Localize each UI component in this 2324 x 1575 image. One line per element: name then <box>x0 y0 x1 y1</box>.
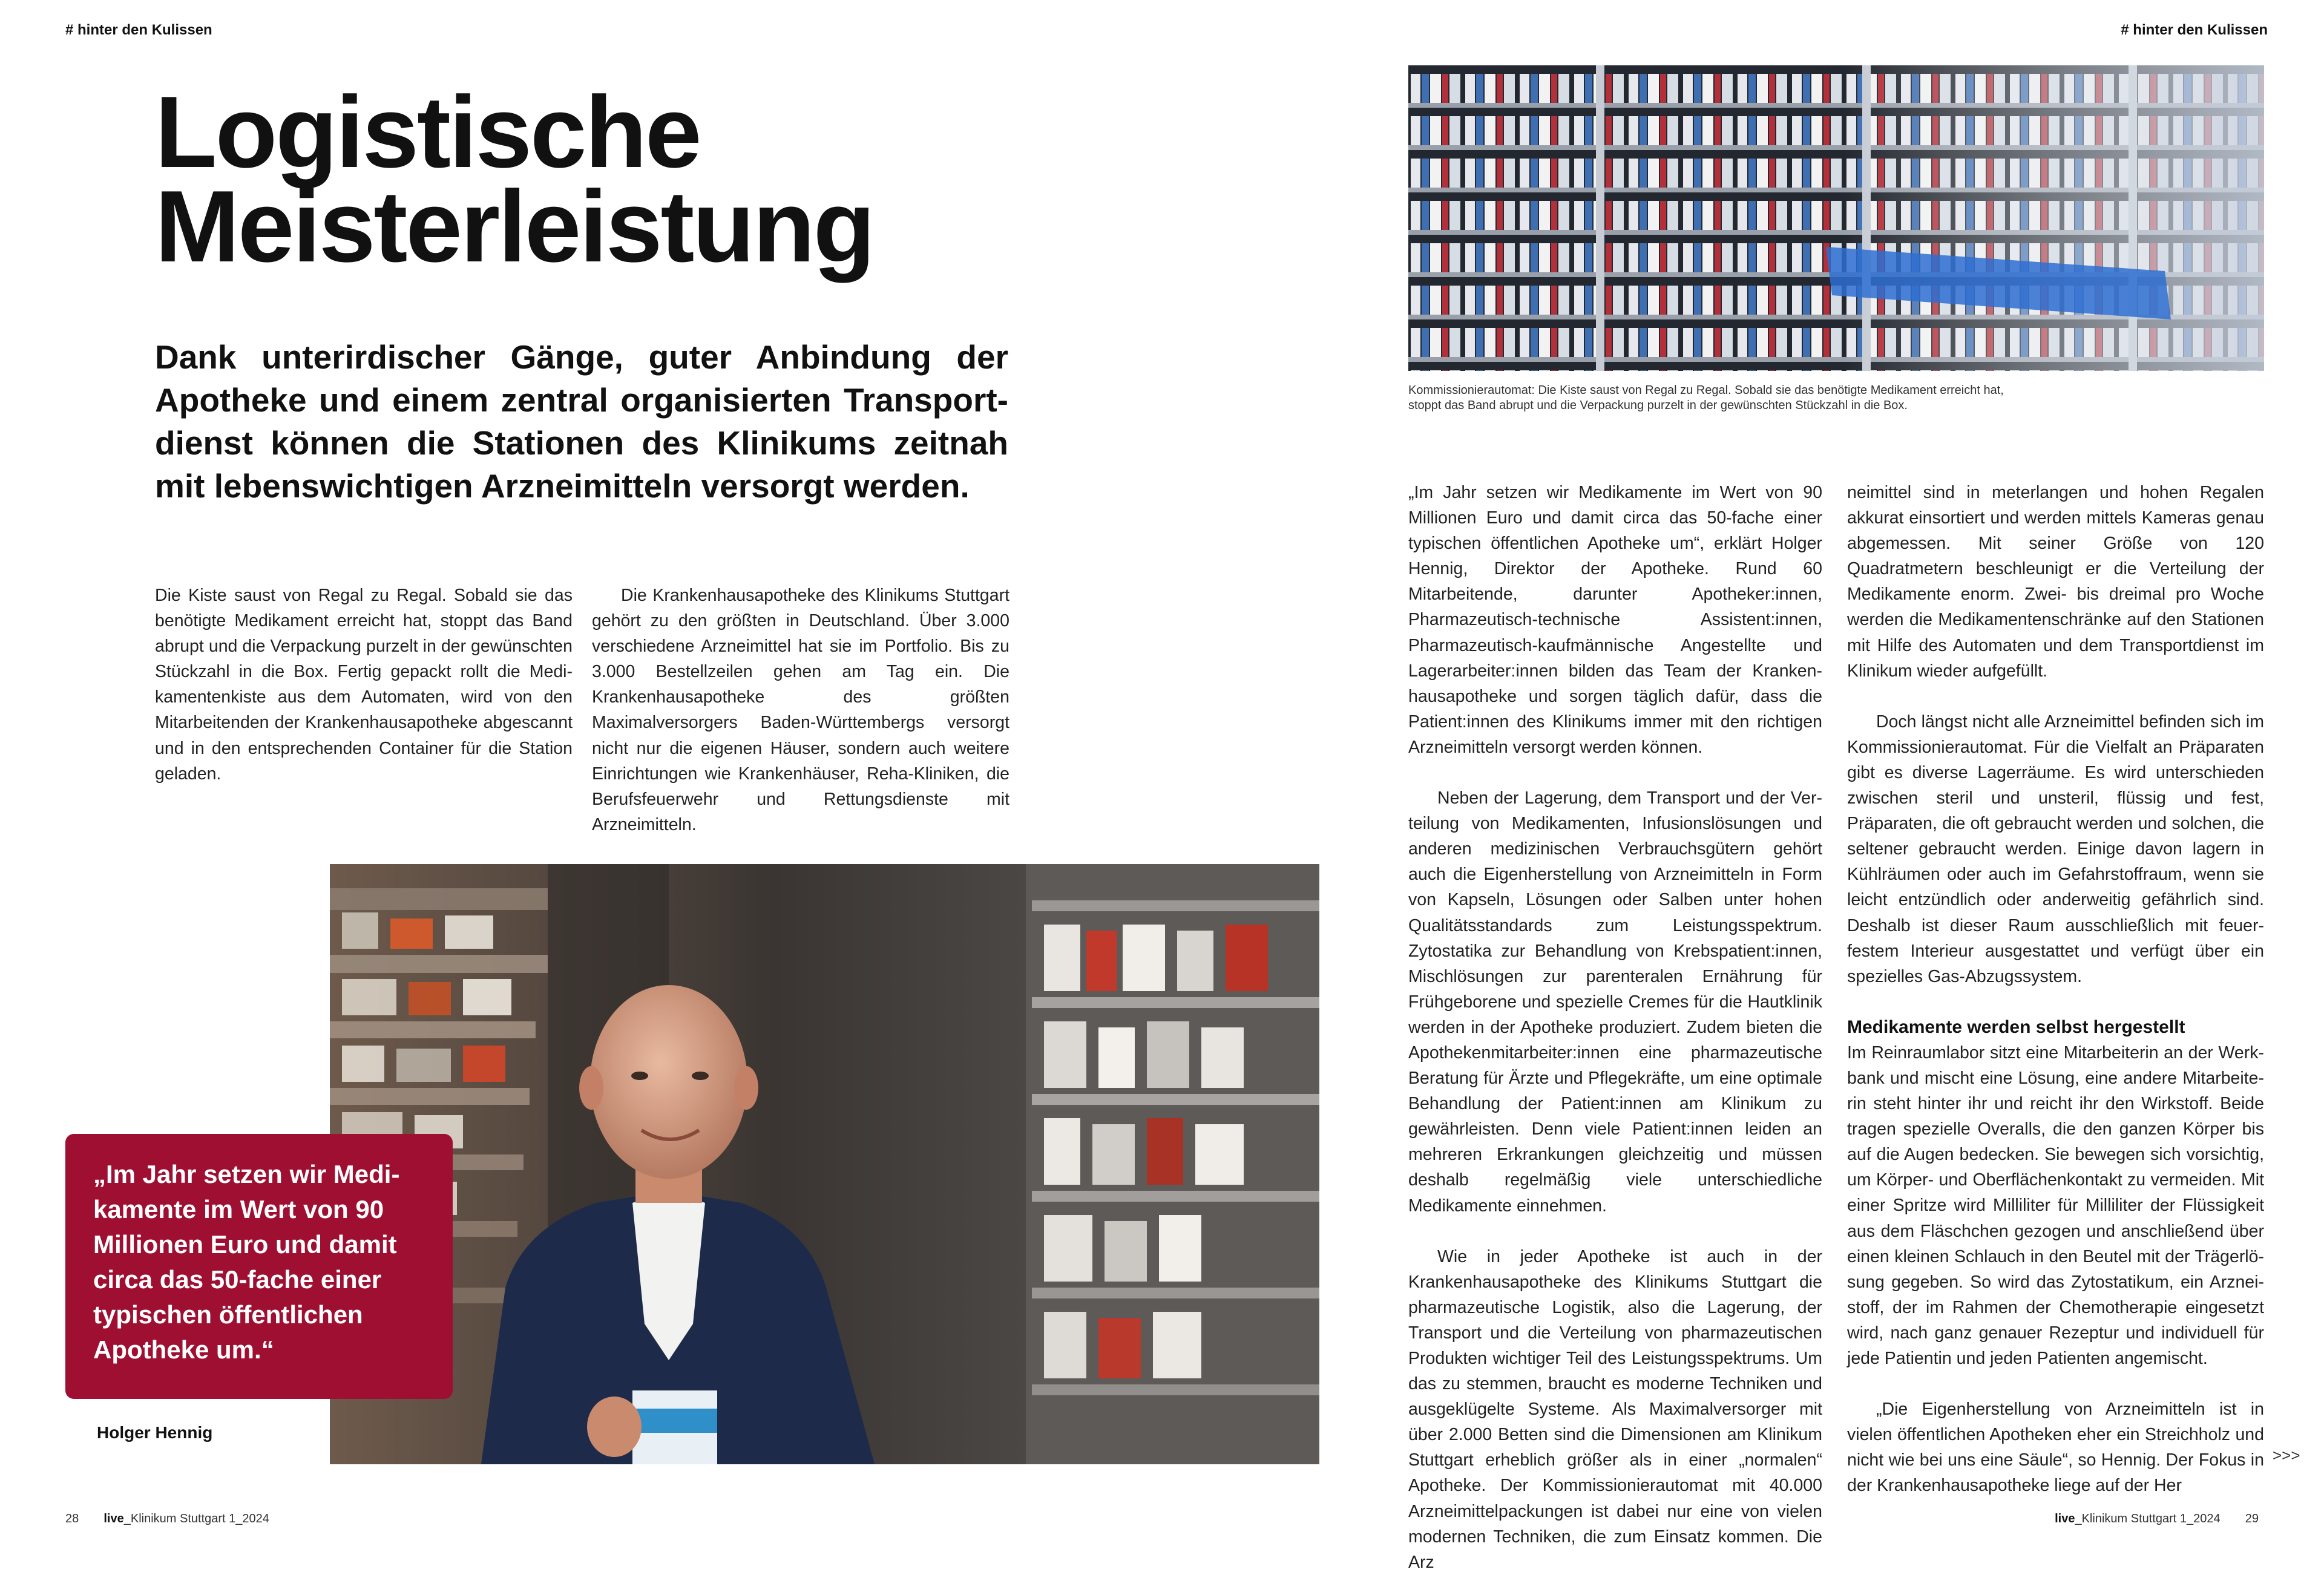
body-column-1 <box>155 583 573 787</box>
pull-quote-line: „Im Jahr setzen wir Medi- <box>93 1160 400 1188</box>
paragraph: Wie in jeder Apotheke ist auch in der Krankenhausapotheke des Klinikums Stuttgart die pharmazeutische Logistik, also die Lagerung, der Transport und die Verteilung von pharmazeutischen Produkten wichtiger Teil des Leistungsspektrums. Um das zu stemmen, braucht es moderne Techniken und ausgeklügelte Systeme. Als Maximalversorger mit über 2.000 Betten sind die Dimensionen am Klinikum Stuttgart erheblich größer als in einer „normalen“ Apotheke. Der Kommissionierautomat mit 40.000 Arzneimittelpackungen ist dabei nur eine von vielen modernen Techniken, die zum Einsatz kommen. Die Arz <box>1408 1246 1822 1572</box>
shelving-photo-svg <box>1408 65 2264 371</box>
paragraph: Neben der Lagerung, dem Transport und der Verteilung von Medikamenten, Infusionslösungen und anderen medizinischen Verbrauchsgütern gehört auch die Eigenherstellung von Arzneimitteln in Form von Kapseln, Lösungen oder Salben unter hohen Qualitätsstandards zum Leistungsspektrum. Zytostatika zur Behandlung von Krebspatient:innen, Mischlösungen zur parenteralen Ernährung für Frühgeborene und spezielle Cremes für die Hautklinik werden in der Apotheke produziert. Zudem bieten die Apothekenmitarbeiter:innen eine pharmazeutische Beratung für Ärzte und Pflegekräfte, um eine optimale Behandlung der Patient:innen am Klinikum zu gewährleisten. Denn viele Patient:innen leiden an mehreren Erkrankungen gleichzeitig und müssen deshalb regelmäßig viele unterschiedliche Medikamente einnehmen. <box>1408 788 1822 1216</box>
paragraph: „Die Eigenherstellung von Arzneimitteln ist in vielen öffentlichen Apotheken eher ein Streichholz und nicht wie bei uns eine Säule“, so Hennig. Der Fokus in der Krankenhausapotheke liege auf der Her <box>1847 1400 2264 1496</box>
title-line-1: Logistische <box>155 75 700 189</box>
pull-quote-line: Millionen Euro und damit <box>93 1230 397 1259</box>
caption-line-1: Kommissionierautomat: Die Kiste saust von Regal zu Regal. Sobald sie das benötigte Medikament erreicht hat, <box>1408 384 2004 397</box>
pull-quote-line: Apotheke um.“ <box>93 1335 274 1364</box>
page-number-left: 28 <box>65 1512 79 1525</box>
pull-quote-box <box>65 1134 453 1399</box>
publication-right: _Klinikum Stuttgart 1_2024 <box>2075 1512 2221 1525</box>
subheading: Medikamente werden selbst hergestellt <box>1847 1017 2185 1037</box>
pull-quote-line: typischen öffentlichen <box>93 1300 363 1329</box>
caption-line-2: stoppt das Band abrupt und die Verpackung purzelt in der gewünschten Stückzahl in die Box. <box>1408 399 1908 412</box>
paragraph: Die Kiste saust von Regal zu Regal. Sobald sie das benötigte Medikament erreicht hat, stoppt das Band abrupt und die Verpackung purzelt in der gewünschten Stückzahl in die Box. Fertig gepackt rollt die Medikamentenkiste aus dem Automaten, wird von den Mitarbeitenden der Krankenhausapotheke abgescannt und in den entsprechenden Container für die Station geladen. <box>155 586 573 784</box>
body-column-4 <box>1847 480 2264 1498</box>
article-lede: Dank unterirdischer Gänge, guter Anbindung der Apotheke und einem zentral organisierten Transportdienst können die Stationen des Klinikums zeitnah mit lebenswichtigen Arzneimitteln versorgt werden. <box>155 338 1008 505</box>
footer-left <box>65 1512 269 1526</box>
section-tag-right: # hinter den Kulissen <box>2121 22 2268 38</box>
paragraph: Die Krankenhausapotheke des Klinikums Stuttgart gehört zu den größten in Deutschland. Über 3.000 verschiedene Arzneimittel hat sie im Portfolio. Bis zu 3.000 Bestellzeilen gehen am Tag ein. Die Krankenhausapotheke des größten Maximalversorgers Baden-Württembergs versorgt nicht nur die eigenen Häuser, sondern auch weitere Einrichtungen wie Krankenhäuser, Reha-Kliniken, die Berufsfeuerwehr und Rettungsdienste mit Arzneimitteln. <box>592 586 1009 834</box>
portrait-photo <box>330 864 1319 1464</box>
body-column-3 <box>1408 480 1822 1575</box>
body-column-2 <box>592 583 1009 837</box>
section-tag-left: # hinter den Kulissen <box>65 22 212 38</box>
portrait-photo-svg <box>330 864 1319 1464</box>
paragraph: „Im Jahr setzen wir Medikamente im Wert von 90 Millionen Euro und damit circa das 50-fache einer typischen öffentlichen Apotheke um“, erklärt Holger Hennig, Direktor der Apotheke. Rund 60 Mitarbeitende, darunter Apotheker:innen, Pharmazeutisch-technische Assistent:innen, Pharmazeutisch-kaufmännische Angestellte und Lagerarbeiter:innen bilden das Team der Krankenhausapotheke und sorgen täglich dafür, dass die Patient:innen des Klinikums immer mit den richtigen Arzneimitteln versorgt werden können. <box>1408 483 1822 757</box>
paragraph: neimittel sind in meterlangen und hohen Regalen akkurat einsortiert und werden mittels Kameras genau abgemessen. Mit seiner Größe von 120 Quadratmetern beschleunigt er die Verteilung der Medikamente enorm. Zwei- bis dreimal pro Woche werden die Medikamentenschränke auf den Stationen mit Hilfe des Automaten und dem Transportdienst im Klinikum wieder aufgefüllt. <box>1847 483 2264 681</box>
pull-quote-line: circa das 50-fache einer <box>93 1265 382 1294</box>
footer-right <box>2055 1512 2259 1526</box>
article-title <box>155 75 942 283</box>
publication-left: _Klinikum Stuttgart 1_2024 <box>123 1512 269 1525</box>
paragraph: Im Reinraumlabor sitzt eine Mitarbeiterin an der Werkbank und mischt eine Lösung, eine andere Mitarbeiterin steht hinter ihr und reicht ihr den Wirkstoff. Beide tragen spezielle Overalls, die den ganzen Körper bis auf die Augen bedecken. Sie bewegen sich vorsichtig, um Körper- und Oberflächenkontakt zu vermeiden. Mit einer Spritze wird Milliliter für Milliliter der Flüssigkeit aus dem Fläschchen gezogen und anschließend über einen kleinen Schlauch in den Beutel mit der Trägerlösung gegeben. So wird das Zytostatikum, ein Arzneistoff, der im Rahmen der Chemotherapie eingesetzt wird, nach ganz genauer Rezeptur und individuell für jede Patientin und jeden Patienten angemischt. <box>1847 1043 2264 1368</box>
title-line-2: Meisterleistung <box>155 169 874 283</box>
page-number-right: 29 <box>2245 1512 2259 1525</box>
continue-marker: >>> <box>2273 1446 2300 1464</box>
paragraph: Doch längst nicht alle Arzneimittel befinden sich im Kommissionierautomat. Für die Vielfalt an Präparaten gibt es diverse Lagerräume. Es wird unterschieden zwischen steril und unsteril, flüssig und fest, Präparaten, die oft gebraucht werden und solchen, die seltener gebraucht werden. Einige davon lagern in Kühlräumen oder auch im Gefahrstoffraum, wenn sie leicht entzündlich oder anderweitig gefährlich sind. Deshalb ist dieser Raum ausschließlich mit feuerfestem Interieur ausgestattet und verfügt über ein spezielles Gas-Abzugssystem. <box>1847 712 2264 986</box>
brand-right: live <box>2055 1512 2075 1525</box>
shelving-photo-caption <box>1408 383 2268 413</box>
shelving-photo <box>1408 65 2264 371</box>
pull-quote-line: kamente im Wert von 90 <box>93 1195 384 1223</box>
pull-quote-author: Holger Hennig <box>97 1423 213 1442</box>
brand-left: live <box>103 1512 124 1525</box>
